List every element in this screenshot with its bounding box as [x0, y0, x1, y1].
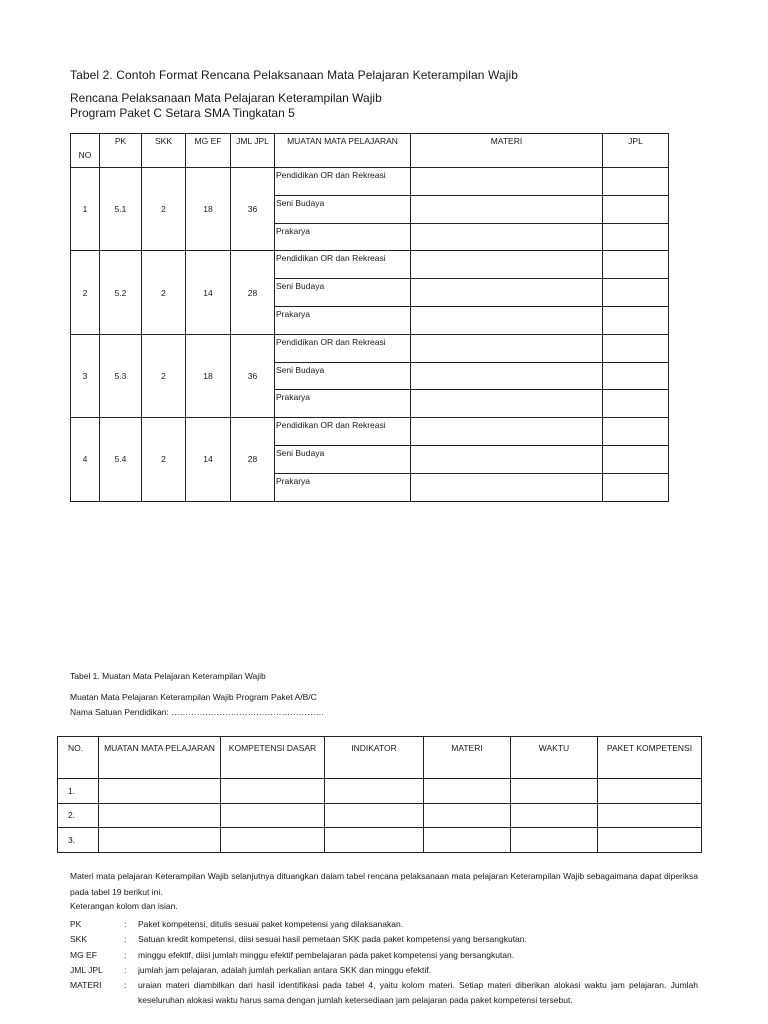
table-row [71, 168, 669, 196]
table-header-row [58, 737, 702, 779]
cell-empty [325, 803, 424, 828]
column-definitions [70, 917, 698, 1009]
subject-content-table [57, 736, 702, 853]
header-pk: PK [100, 134, 142, 168]
cell-materi [411, 195, 603, 223]
cell-muatan: Seni Budaya [275, 279, 411, 307]
definition-term: MG EF [70, 949, 97, 960]
cell-materi [411, 223, 603, 251]
cell-jpl [603, 223, 669, 251]
cell-muatan: Seni Budaya [275, 195, 411, 223]
table-row [58, 828, 702, 853]
table2-subtitle-line2: Program Paket C Setara SMA Tingkatan 5 [70, 106, 295, 120]
cell-muatan: Seni Budaya [275, 362, 411, 390]
table-row [71, 334, 669, 362]
cell-materi [411, 279, 603, 307]
cell-materi [411, 334, 603, 362]
definition-description: Satuan kredit kompetensi, diisi sesuai hasil pemetaan SKK pada paket kompetensi yang bersangkutan. [138, 934, 527, 945]
header-muatan: MUATAN MATA PELAJARAN [99, 737, 221, 779]
cell-materi [411, 390, 603, 418]
cell-mgef: 18 [186, 168, 231, 251]
header-skk: SKK [142, 134, 186, 168]
cell-empty [598, 828, 702, 853]
cell-empty [511, 828, 598, 853]
cell-jpl [603, 251, 669, 279]
cell-jpl [603, 195, 669, 223]
cell-no: 2 [71, 251, 100, 334]
cell-jpl [603, 279, 669, 307]
cell-jpl [603, 306, 669, 334]
definition-description: minggu efektif, diisi jumlah minggu efektif pembelajaran pada paket kompetensi yang bersangkutan. [138, 949, 515, 960]
cell-jpl [603, 473, 669, 501]
cell-jpl [603, 445, 669, 473]
cell-pk: 5.2 [100, 251, 142, 334]
cell-no: 1 [71, 168, 100, 251]
cell-skk: 2 [142, 334, 186, 417]
table1-subtitle [70, 690, 324, 720]
table-row [71, 418, 669, 446]
cell-jpl [603, 334, 669, 362]
institution-name-line: Nama Satuan Pendidikan: ……………………………………………… [70, 707, 325, 717]
cell-jml-jpl: 36 [231, 334, 275, 417]
definition-row [70, 948, 698, 963]
cell-skk: 2 [142, 251, 186, 334]
cell-no: 3. [58, 828, 99, 853]
table2-caption: Tabel 2. Contoh Format Rencana Pelaksanaan Mata Pelajaran Keterampilan Wajib [70, 68, 519, 82]
cell-muatan: Pendidikan OR dan Rekreasi [275, 334, 411, 362]
cell-no: 1. [58, 779, 99, 804]
table-row [58, 803, 702, 828]
cell-jpl [603, 362, 669, 390]
cell-empty [598, 779, 702, 804]
definition-row [70, 963, 698, 978]
header-indikator: INDIKATOR [325, 737, 424, 779]
header-paket-kompetensi: PAKET KOMPETENSI [598, 737, 702, 779]
header-jpl: JPL [603, 134, 669, 168]
lesson-plan-table [70, 133, 669, 502]
definition-row [70, 917, 698, 932]
cell-empty [424, 803, 511, 828]
cell-no: 4 [71, 418, 100, 501]
table-header-row [71, 134, 669, 168]
definition-term: SKK [70, 934, 88, 945]
cell-empty [325, 828, 424, 853]
header-no: NO. [58, 737, 99, 779]
cell-jpl [603, 418, 669, 446]
cell-empty [424, 779, 511, 804]
definition-description: uraian materi diambilkan dari hasil identifikasi pada tabel 4, yaitu kolom materi. Setiap materi diberikan alokasi waktu jam pelajaran. Jumlah keseluruhan alokasi waktu harus sama dengan jumlah ketersediaan jam pelajaran pada paket kompetensi tersebut. [138, 980, 698, 1006]
table-row [58, 779, 702, 804]
cell-muatan: Prakarya [275, 223, 411, 251]
definition-colon: : [124, 949, 127, 960]
definition-description: Paket kompetensi, ditulis sesuai paket kompetensi yang dilaksanakan. [138, 919, 404, 929]
cell-pk: 5.4 [100, 418, 142, 501]
cell-jml-jpl: 36 [231, 168, 275, 251]
cell-empty [598, 803, 702, 828]
cell-muatan: Seni Budaya [275, 445, 411, 473]
definition-colon: : [124, 919, 127, 929]
cell-empty [99, 828, 221, 853]
definition-colon: : [124, 964, 127, 975]
cell-empty [221, 803, 325, 828]
cell-materi [411, 362, 603, 390]
cell-materi [411, 168, 603, 196]
cell-muatan: Pendidikan OR dan Rekreasi [275, 168, 411, 196]
header-mgef: MG EF [186, 134, 231, 168]
cell-no: 2. [58, 803, 99, 828]
cell-mgef: 14 [186, 251, 231, 334]
cell-muatan: Pendidikan OR dan Rekreasi [275, 418, 411, 446]
definition-term: PK [70, 919, 82, 929]
cell-skk: 2 [142, 418, 186, 501]
cell-empty [99, 779, 221, 804]
explanation-paragraph: Materi mata pelajaran Keterampilan Wajib selanjutnya dituangkan dalam tabel rencana pelaksanaan mata pelajaran Keterampilan Wajib sebagaimana dapat diperiksa pada tabel 19 berikut ini. [70, 871, 698, 897]
header-materi: MATERI [411, 134, 603, 168]
cell-muatan: Prakarya [275, 306, 411, 334]
cell-jpl [603, 168, 669, 196]
legend-label: Keterangan kolom dan isian. [70, 901, 178, 911]
cell-empty [325, 779, 424, 804]
definition-colon: : [124, 934, 127, 945]
cell-empty [511, 779, 598, 804]
cell-empty [424, 828, 511, 853]
table1-subtitle-line1: Muatan Mata Pelajaran Keterampilan Wajib Program Paket A/B/C [70, 692, 317, 702]
cell-jml-jpl: 28 [231, 418, 275, 501]
cell-empty [99, 803, 221, 828]
definition-colon: : [124, 980, 127, 991]
cell-muatan: Prakarya [275, 390, 411, 418]
cell-materi [411, 306, 603, 334]
table1-caption: Tabel 1. Muatan Mata Pelajaran Keterampilan Wajib [70, 671, 266, 681]
definition-term: MATERI [70, 980, 102, 991]
cell-pk: 5.3 [100, 334, 142, 417]
cell-muatan: Prakarya [275, 473, 411, 501]
cell-skk: 2 [142, 168, 186, 251]
definition-description: jumlah jam pelajaran, adalah jumlah perkalian antara SKK dan minggu efektif. [138, 964, 431, 975]
cell-pk: 5.1 [100, 168, 142, 251]
cell-jml-jpl: 28 [231, 251, 275, 334]
cell-materi [411, 251, 603, 279]
header-kompetensi-dasar: KOMPETENSI DASAR [221, 737, 325, 779]
cell-no: 3 [71, 334, 100, 417]
cell-materi [411, 418, 603, 446]
cell-mgef: 14 [186, 418, 231, 501]
cell-mgef: 18 [186, 334, 231, 417]
header-materi: MATERI [424, 737, 511, 779]
header-no: NO [71, 134, 100, 168]
header-waktu: WAKTU [511, 737, 598, 779]
cell-empty [221, 779, 325, 804]
cell-muatan: Pendidikan OR dan Rekreasi [275, 251, 411, 279]
cell-materi [411, 473, 603, 501]
cell-materi [411, 445, 603, 473]
cell-empty [221, 828, 325, 853]
table2-subtitle [70, 91, 382, 121]
header-muatan: MUATAN MATA PELAJARAN [275, 134, 411, 168]
definition-row [70, 932, 698, 947]
cell-jpl [603, 390, 669, 418]
table2-subtitle-line1: Rencana Pelaksanaan Mata Pelajaran Keterampilan Wajib [70, 91, 382, 105]
table-row [71, 251, 669, 279]
cell-empty [511, 803, 598, 828]
header-jml-jpl: JML JPL [231, 134, 275, 168]
definition-term: JML JPL [70, 964, 103, 975]
definition-row [70, 978, 698, 1009]
